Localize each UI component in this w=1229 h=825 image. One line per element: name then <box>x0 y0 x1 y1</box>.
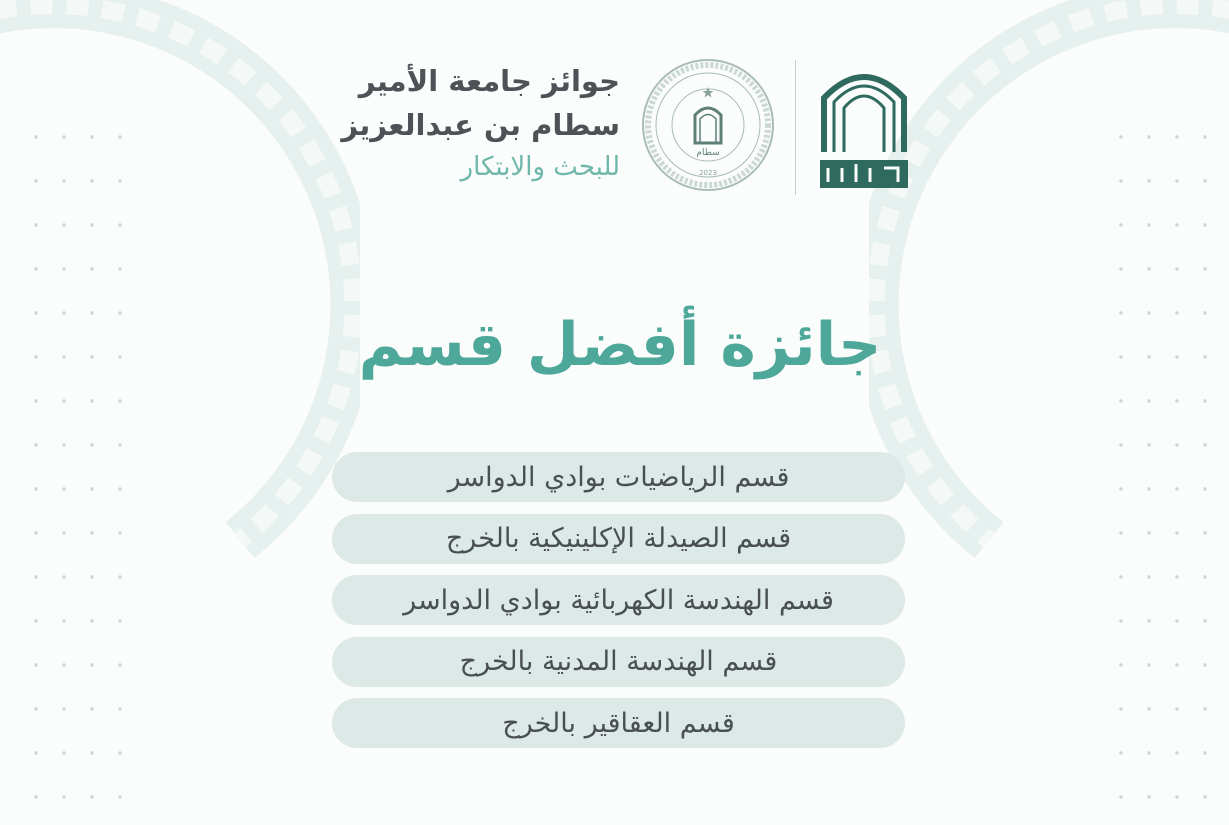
awards-title-block <box>330 59 620 187</box>
sattam-logo-icon <box>818 60 910 190</box>
awards-title-line2: سطام بن عبدالعزيز <box>341 108 620 142</box>
department-list <box>332 452 905 760</box>
svg-text:2023: 2023 <box>699 169 717 177</box>
decorative-arc-left <box>0 0 360 600</box>
awards-title-line3: للبحث والابتكار <box>460 152 620 182</box>
header-divider <box>795 60 796 195</box>
university-seal-icon <box>640 57 776 193</box>
header <box>330 55 910 195</box>
svg-text:سطام: سطام <box>696 148 720 158</box>
award-title: جائزة أفضل قسم <box>358 310 882 380</box>
department-item: قسم العقاقير بالخرج <box>332 698 905 748</box>
decorative-arc-right <box>869 0 1229 600</box>
department-item: قسم الهندسة الكهربائية بوادي الدواسر <box>332 575 905 625</box>
department-item: قسم الصيدلة الإكلينيكية بالخرج <box>332 514 905 564</box>
awards-title-line1: جوائز جامعة الأمير <box>358 64 620 98</box>
department-item: قسم الرياضيات بوادي الدواسر <box>332 452 905 502</box>
department-item: قسم الهندسة المدنية بالخرج <box>332 637 905 687</box>
